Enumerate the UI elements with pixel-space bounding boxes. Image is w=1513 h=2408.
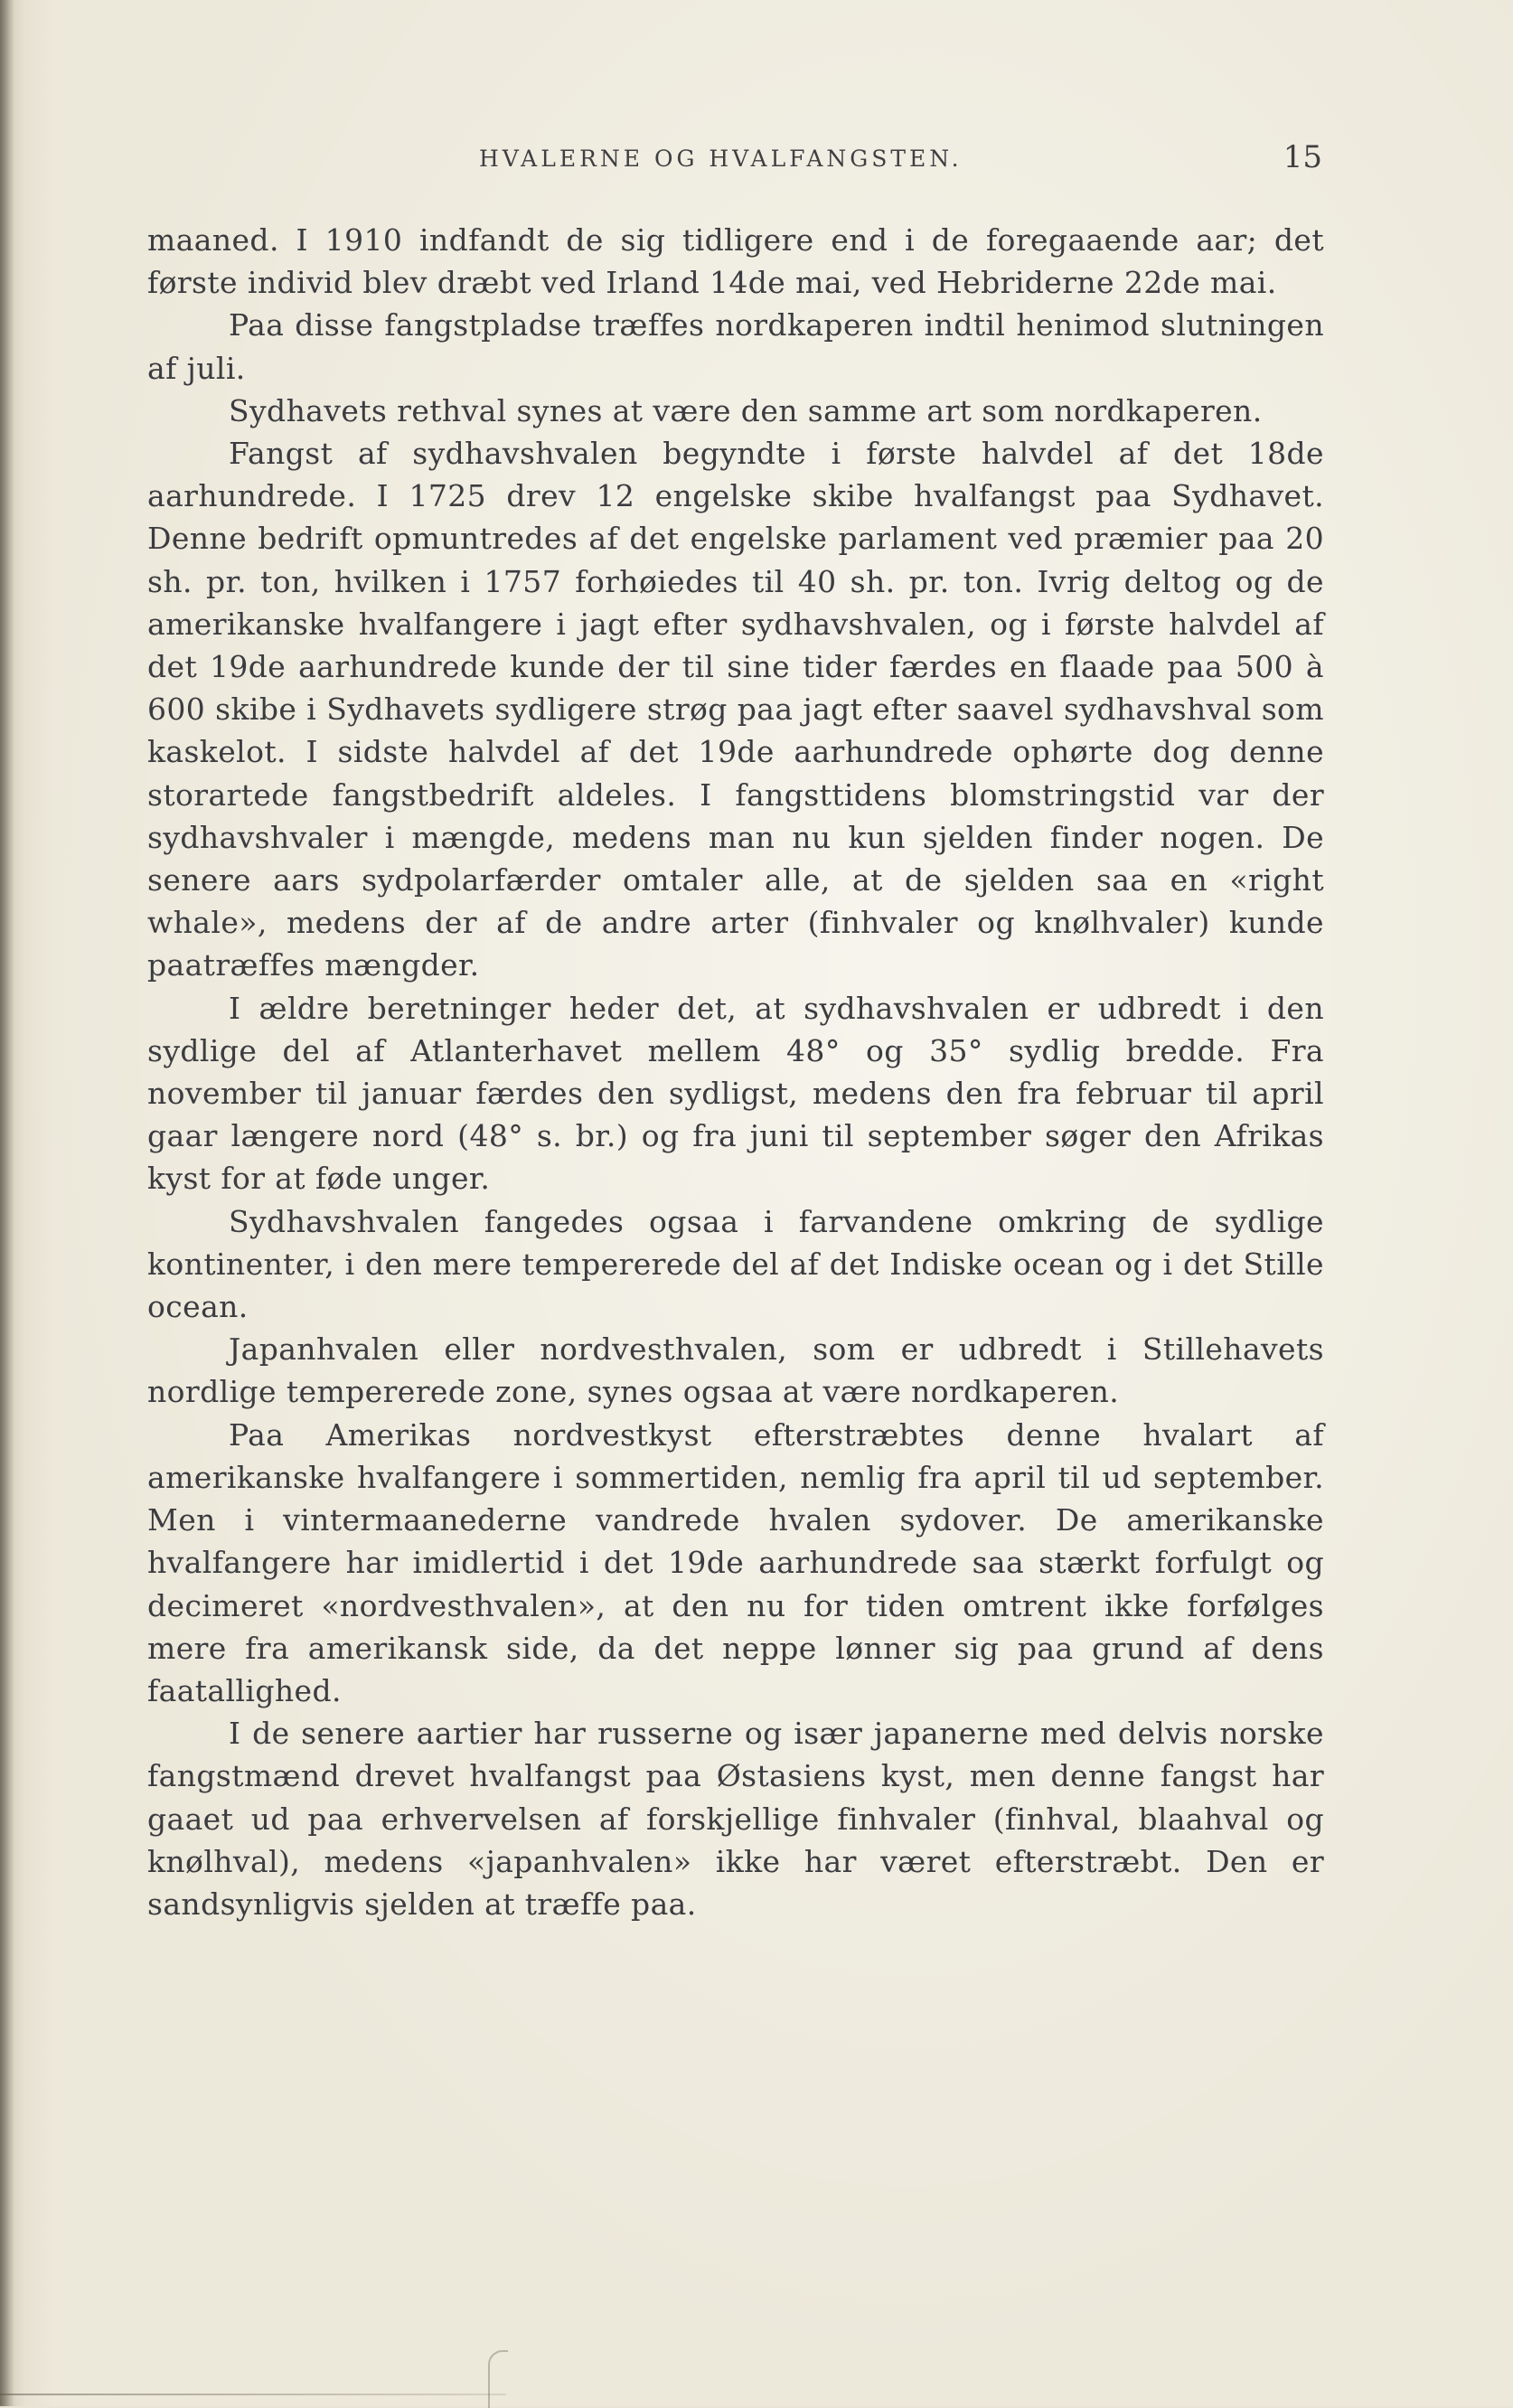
paragraph: Sydhavshvalen fangedes ogsaa i farvandene omkring de sydlige kontinenter, i den mere tempererede del af det Indiske ocean og i det Stille ocean. — [147, 1203, 1324, 1325]
body-text — [147, 219, 1324, 1925]
page-edge-curl — [488, 2350, 508, 2408]
paragraph: I ældre beretninger heder det, at sydhavshvalen er udbredt i den sydlige del af Atlanterhavet mellem 48° og 35° sydlig bredde. Fra november til januar færdes den sydligst, medens den fra februar til april gaar længere nord (48° s. br.) og fra juni til september søger den Afrikas kyst for at føde unger. — [147, 990, 1324, 1197]
paragraph-continuation: maaned. I 1910 indfandt de sig tidligere end i de foregaaende aar; det første individ blev dræbt ved Irland 14de mai, ved Hebriderne 22de mai. — [147, 222, 1324, 301]
paragraph: Japanhvalen eller nordvesthvalen, som er udbredt i Stillehavets nordlige tempererede zone, synes ogsaa at være nordkaperen. — [147, 1331, 1324, 1410]
paragraph: Fangst af sydhavshvalen begyndte i første halvdel af det 18de aarhundrede. I 1725 drev 12 engelske skibe hvalfangst paa Sydhavet. Denne bedrift opmuntredes af det engelske parlament ved præmier paa 20 sh. pr. ton, hvilken i 1757 forhøiedes til 40 sh. pr. ton. Ivrig deltog og de amerikanske hvalfangere i jagt efter sydhavshvalen, og i første halvdel af det 19de aarhundrede kunde der til sine tider færdes en flaade paa 500 à 600 skibe i Sydhavets sydligere strøg paa jagt efter saavel sydhavshval som kaskelot. I sidste halvdel af det 19de aarhundrede ophørte dog denne storartede fangstbedrift aldeles. I fangsttidens blomstringstid var der sydhavshvaler i mængde, medens man nu kun sjelden finder nogen. De senere aars sydpolarfærder omtaler alle, at de sjelden saa en «right whale», medens der af de andre arter (finhvaler og knølhvaler) kunde paatræffes mængder. — [147, 436, 1324, 983]
binding-shadow — [0, 0, 14, 2406]
paragraph: Paa disse fangstpladse træffes nordkaperen indtil henimod slutningen af juli. — [147, 307, 1324, 386]
page-edge-rule — [0, 2394, 506, 2395]
page-header — [147, 139, 1322, 179]
paragraph: I de senere aartier har russerne og især japanerne med delvis norske fangstmænd drevet hvalfangst paa Østasiens kyst, men denne fangst har gaaet ud paa erhvervelsen af forskjellige finhvaler (finhval, blaahval og knølhval), medens «japanhvalen» ikke har været efterstræbt. Den er sandsynligvis sjelden at træffe paa. — [147, 1716, 1324, 1922]
running-title: HVALERNE OG HVALFANGSTEN. — [479, 146, 963, 172]
page-number: 15 — [1283, 139, 1322, 175]
paragraph: Sydhavets rethval synes at være den samme art som nordkaperen. — [229, 392, 1263, 428]
paragraph: Paa Amerikas nordvestkyst efterstræbtes denne hvalart af amerikanske hvalfangere i sommertiden, nemlig fra april til ud september. Men i vintermaanederne vandrede hvalen sydover. De amerikanske hvalfangere har imidlertid i det 19de aarhundrede saa stærkt forfulgt og decimeret «nordvesthvalen», at den nu for tiden omtrent ikke forfølges mere fra amerikansk side, da det neppe lønner sig paa grund af dens faatallighed. — [147, 1416, 1324, 1708]
